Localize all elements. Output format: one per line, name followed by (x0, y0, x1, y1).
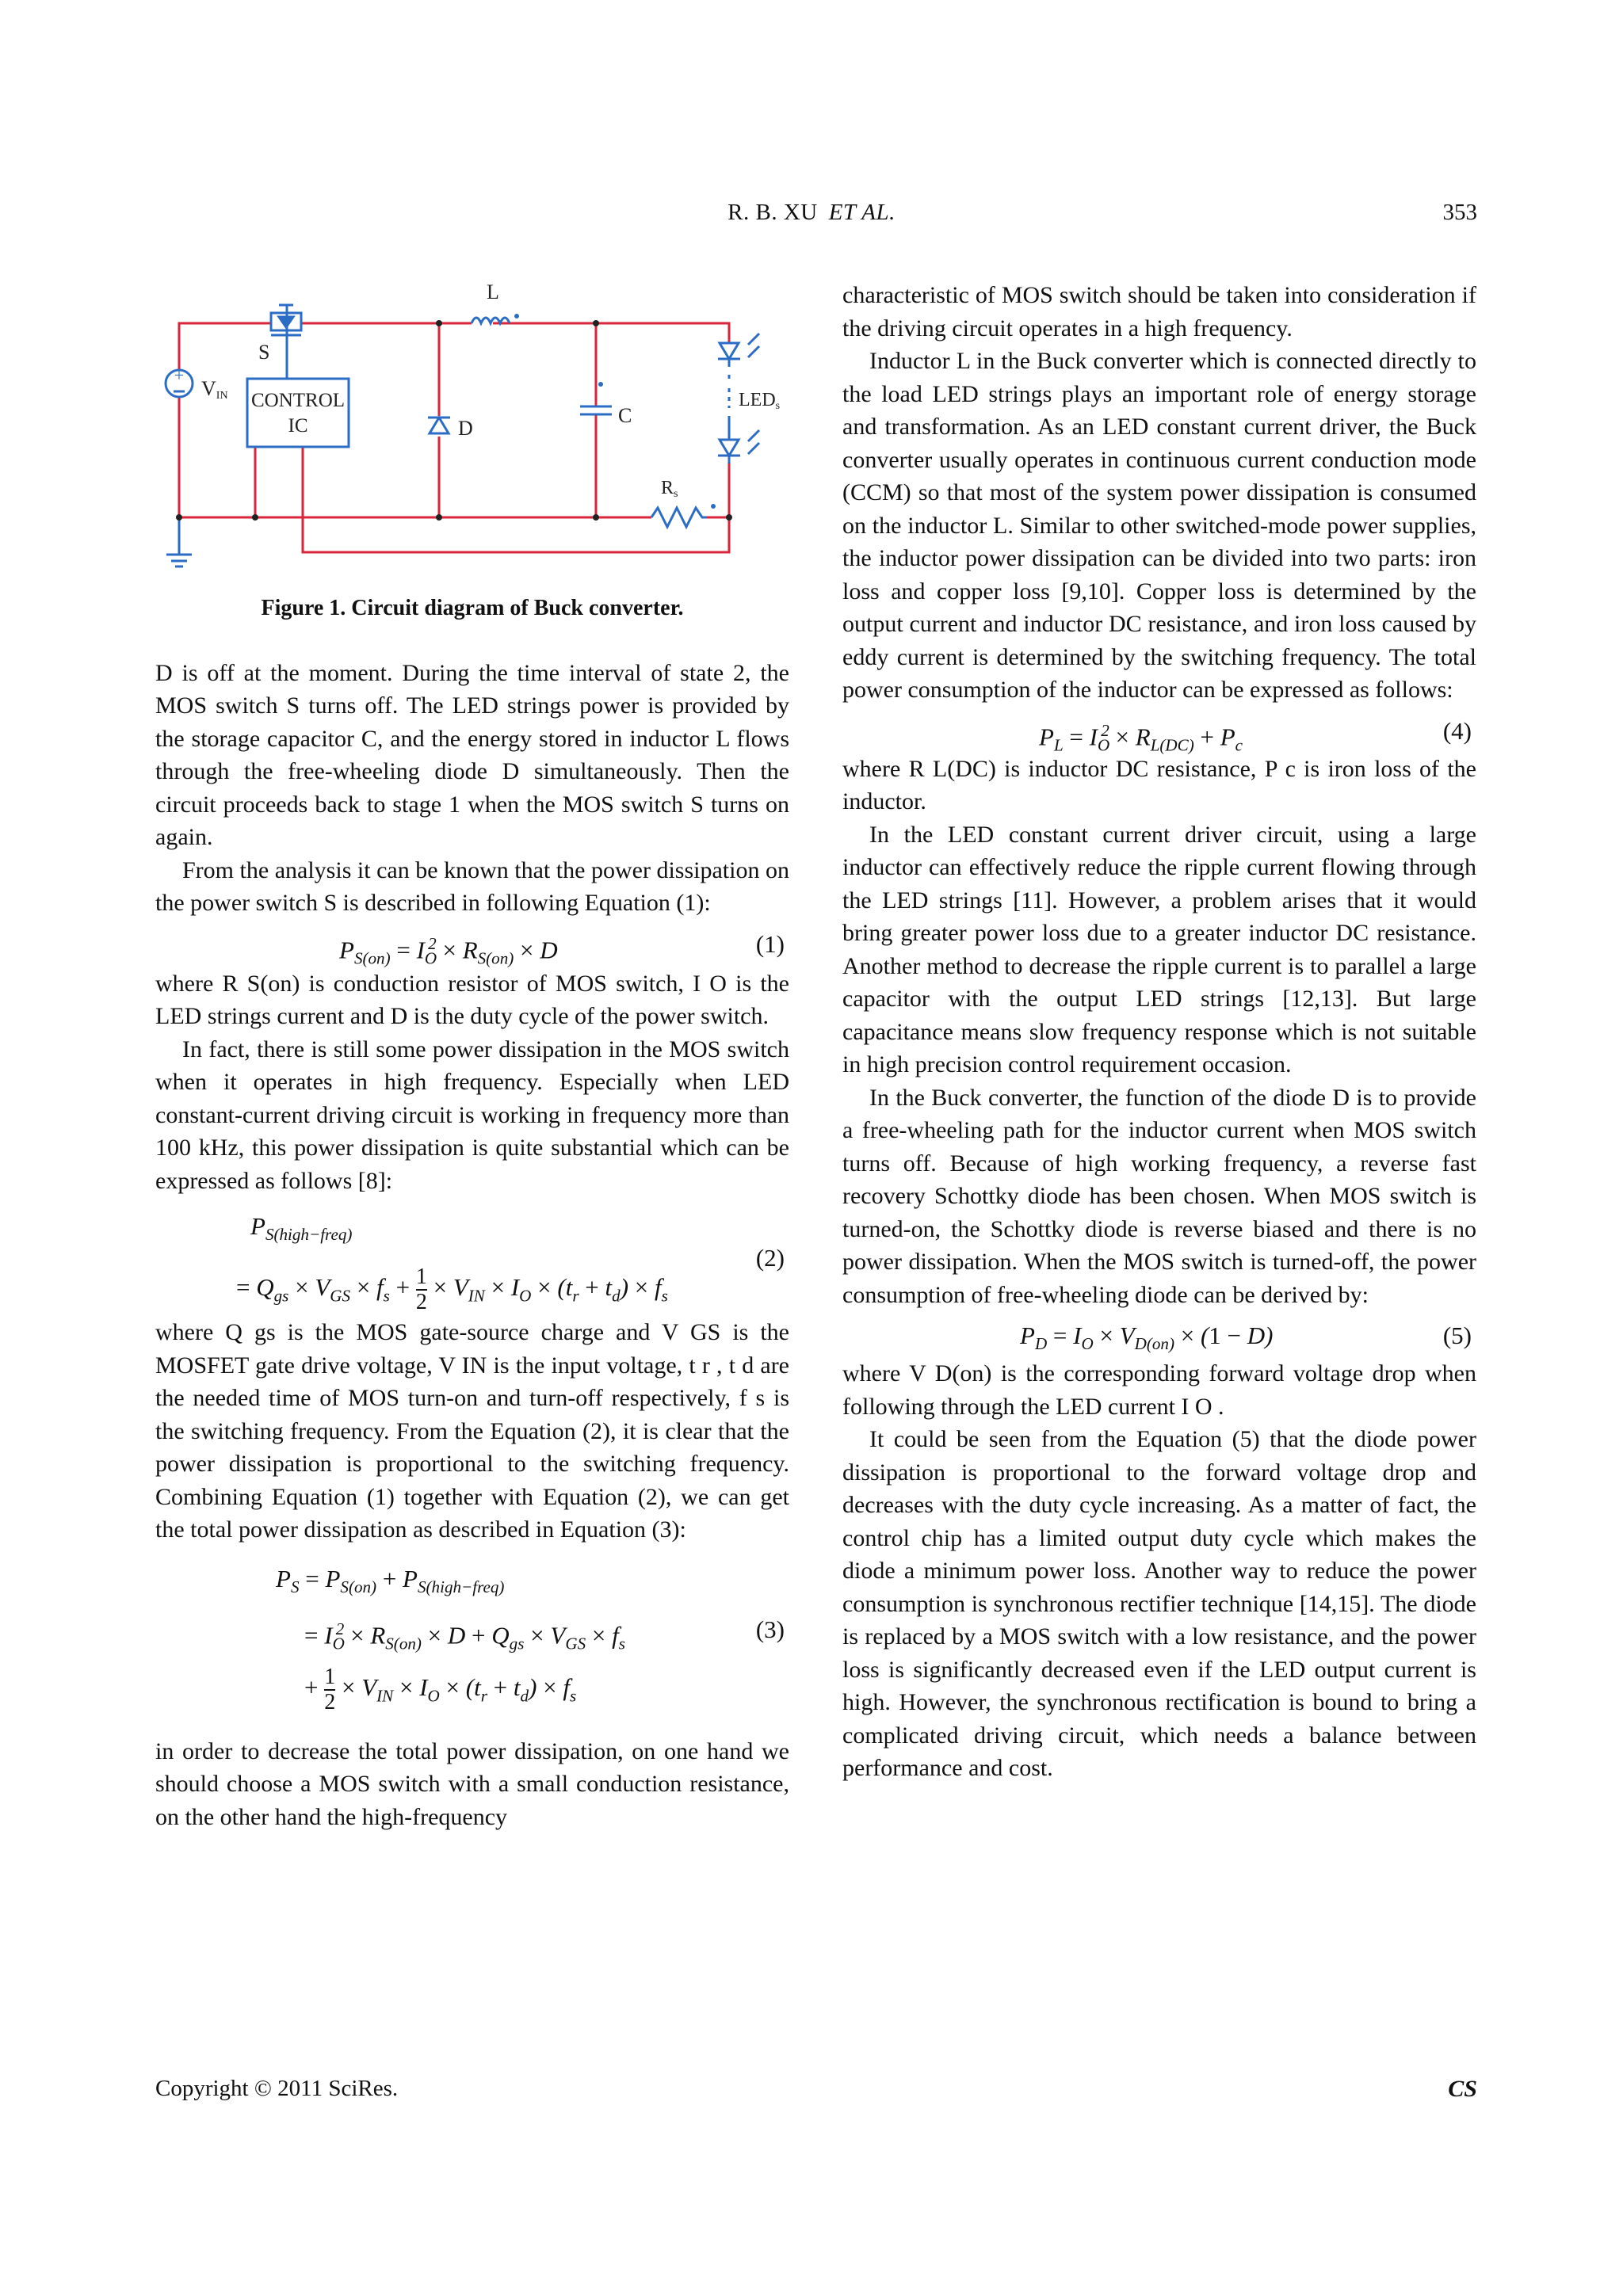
switch-label: S (258, 341, 270, 364)
equation-4: $P_L = I_O^2 \times R_{L(DC)} + P_c$ (4) (842, 707, 1476, 753)
equation-5: $P_D = I_O \times V_{D(on)} \times (1 - D)$ (5) (842, 1311, 1476, 1357)
footer-copyright: Copyright © 2011 SciRes. (155, 2076, 399, 2101)
header-author: R. B. XU (727, 200, 818, 225)
running-header (0, 200, 1623, 226)
equation-number: (3) (755, 1615, 785, 1643)
capacitor-label: C (618, 404, 632, 427)
paragraph: D is off at the moment. During the time interval of state 2, the MOS switch S turns off. The LED strings power is provided by the storage capacitor C, and the energy stored in inductor L flows through the free-wheeling diode D simultaneously. Then the circuit proceeds back to stage 1 when the MOS switch S turns on again. (155, 659, 789, 850)
header-et-al: ET AL. (828, 200, 896, 225)
equation-number: (1) (755, 929, 785, 958)
equation-2: $P_{S(high-freq)}$ = $Q_{gs} \times V_{GS} \times f_s + 1$ 2 × $V_{IN} \times I_O \times (t_r + t_d) \times f_s$ (2) (236, 1212, 785, 1314)
paragraph: where R S(on) is conduction resistor of MOS switch, I O is the LED strings current and D is the duty cycle of the power switch. (155, 970, 789, 1029)
paragraph: where V D(on) is the corresponding forward voltage drop when following through the LED current I O . (842, 1360, 1476, 1420)
page-number: 353 (1442, 200, 1477, 225)
equation-number: (4) (1442, 716, 1472, 745)
right-column (842, 279, 1476, 1785)
buck-converter-circuit (160, 280, 781, 574)
paragraph: In the Buck converter, the function of the diode D is to provide a free-wheeling path for the inductor current when MOS switch turns off. Because of high working frequency, a reverse fast recovery Schottky diode has been chosen. When MOS switch is turned-on, the Schottky diode is reverse biased and there is no power dissipation. When the MOS switch is turned-off, the power consumption of free-wheeling diode can be derived by: (842, 1084, 1476, 1308)
leds-label: LEDs (739, 390, 781, 412)
diode-label: D (458, 417, 473, 440)
left-column (155, 281, 789, 1833)
paragraph: where Q gs is the MOS gate-source charge and V GS is the MOSFET gate drive voltage, V IN is the input voltage, t r , t d are the needed time of MOS turn-on and turn-off respectively, f s is the switching frequency. From the Equation (2), it is clear that the power dissipation is proportional to the switching frequency. Combining Equation (1) together with Equation (2), we can get the total power dissipation as described in Equation (3): (155, 1319, 789, 1543)
figure-caption: Figure 1. Circuit diagram of Buck converter. (261, 596, 684, 620)
paragraph: where R L(DC) is inductor DC resistance, P c is iron loss of the inductor. (842, 755, 1476, 814)
rs-label: Rs (661, 478, 678, 500)
paragraph: characteristic of MOS switch should be taken into consideration if the driving circuit operates in a high frequency. (842, 282, 1476, 341)
paragraph: In the LED constant current driver circuit, using a large inductor can effectively reduce the ripple current flowing through the LED strings [11]. However, a problem arises that it would bring greater power loss due to a greater inductor DC resistance. Another method to decrease the ripple current is to parallel a large capacitor with the output LED strings [12,13]. But large capacitance means slow frequency response which is not suitable in high precision control requirement occasion. (842, 821, 1476, 1077)
equation-3: $P_S = P_{S(on)} + P_{S(high-freq)}$ = $I_O^2 \times R_{S(on)} \times D + Q_{gs} \times V_{GS} \times f_s$ + 1 2 × $V_{IN} \times I_O \times (t_r + t_d) \times f_s$ (3) (276, 1564, 785, 1714)
footer-journal: CS (1448, 2076, 1477, 2102)
paragraph: in order to decrease the total power dissipation, on one hand we should choose a MOS switch with a small conduction resistance, on the other hand the high-frequency (155, 1737, 789, 1830)
circuit-figure (160, 280, 781, 574)
equation-number: (5) (1442, 1322, 1472, 1349)
equation-1: $P_{S(on)} = I_O^2 \times R_{S(on)} \times D$ (1) (155, 920, 789, 967)
paragraph: Inductor L in the Buck converter which is connected directly to the load LED strings plays an important role of energy storage and transformation. As an LED constant current driver, the Buck converter usually operates in continuous current conduction mode (CCM) so that most of the system power dissipation is consumed on the inductor L. Similar to other switched-mode power supplies, the inductor power dissipation can be divided into two parts: iron loss and copper loss [9,10]. Copper loss is determined by the output current and inductor DC resistance, and iron loss caused by eddy current is determined by the switching frequency. The total power consumption of the inductor can be expressed as follows: (842, 348, 1476, 703)
inductor-label: L (487, 280, 499, 303)
control-ic-label-1: CONTROL (250, 390, 346, 411)
control-ic-label-2: IC (288, 415, 308, 437)
paragraph: From the analysis it can be known that the power dissipation on the power switch S is described in following Equation (1): (155, 856, 789, 916)
equation-number: (2) (755, 1244, 785, 1272)
vin-label: VIN (201, 377, 228, 402)
svg-text:+: + (174, 365, 185, 385)
paragraph: It could be seen from the Equation (5) that the diode power dissipation is proportional to the forward voltage drop and decreases with the duty cycle increasing. As a matter of fact, the control chip has a limited output duty cycle which makes the diode a minimum power loss. Another way to reduce the power consumption is synchronous rectifier technique [14,15]. The diode is replaced by a MOS switch with a low resistance, and the power loss is significantly decreased even if the LED output current is high. However, the synchronous rectification is bound to bring a complicated driving circuit, which needs a balance between performance and cost. (842, 1426, 1476, 1781)
paragraph: In fact, there is still some power dissipation in the MOS switch when it operates in high frequency. Especially when LED constant-current driving circuit is working in frequency more than 100 kHz, this power dissipation is quite substantial which can be expressed as follows [8]: (155, 1035, 789, 1194)
